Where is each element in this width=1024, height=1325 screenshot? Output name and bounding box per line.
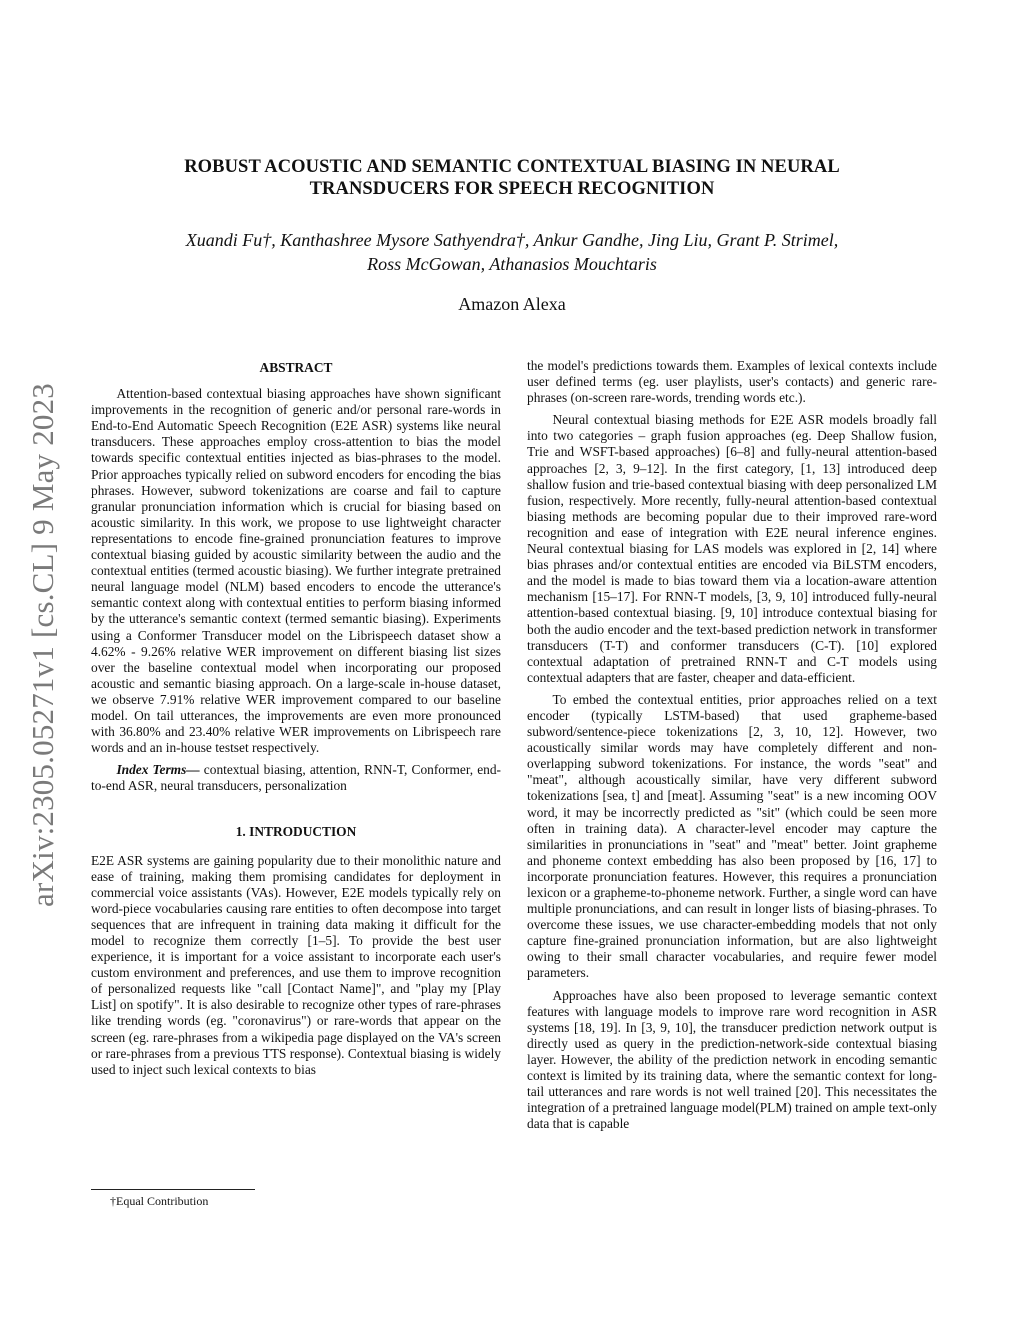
footnote-equal-contribution: †Equal Contribution [110, 1194, 209, 1208]
footnote-divider [91, 1189, 255, 1190]
abstract-heading: ABSTRACT [259, 360, 333, 375]
arxiv-identifier: arXiv:2305.05271v1 [cs.CL] 9 May 2023 [25, 382, 60, 908]
intro-paragraph-2: Neural contextual biasing methods for E2E ASR models broadly fall into two categories – graph fusion approaches (eg. Deep Shallow fusion, Trie and WSFT-based approaches) [6–8] and fully-neural attention-based approaches [2, 3, 9–12]. In the first category, [1, 13] introduced deep shallow fusion and trie-based contextual biasing with deep personalized LM fusion, respectively. More recently, fully-neural attention-based contextual biasing methods are becoming popular due to their improved rare-word recognition and ease of integration with E2E neural inference engines. Neural contextual biasing for LAS models was explored in [2, 14] where bias phrases and/or contextual entities are encoded via BiLSTM encoders, and the model is made to bias toward them via a location-aware attention mechanism [15–17]. For RNN-T models, [3, 9, 10] introduced fully-neural attention-based contextual biasing. [9, 10] introduce contextual biasing for both the audio encoder and the text-based prediction network in transformer transducers (T-T) and conformer transducers (C-T). [10] explored contextual adaptation of pretrained RNN-T and C-T models using contextual adapters that are faster, cheaper and data-efficient. [527, 412, 937, 685]
index-terms [91, 762, 501, 794]
index-terms-text: contextual biasing, attention, RNN-T, Conformer, end-to-end ASR, neural transducers, personalization [91, 762, 501, 794]
paper-title [110, 156, 914, 200]
affiliation: Amazon Alexa [458, 294, 566, 314]
left-column [91, 356, 501, 1084]
intro-paragraph-1-continued: the model's predictions towards them. Examples of lexical contexts include user defined terms (eg. user playlists, user's contacts) and generic rare-phrases (on-screen rare-words, trending words etc.). [527, 358, 937, 406]
authors-line-2: Ross McGowan, Athanasios Mouchtaris [367, 254, 657, 274]
authors-line-1: Xuandi Fu†, Kanthashree Mysore Sathyendra†, Ankur Gandhe, Jing Liu, Grant P. Strimel, [185, 230, 839, 250]
right-column [527, 358, 937, 1138]
intro-paragraph-3: To embed the contextual entities, prior approaches relied on a text encoder (typically LSTM-based) that used grapheme-based subword/sentence-piece tokenizations [2, 3, 10, 12]. However, two acoustically similar words may have completely different and non-overlapping subword tokenizations. For instance, the words "seat" and "meat", although acoustically similar, have very different subword tokenizations [sea, t] and [meat]. Assuming "seat" is a new incoming OOV word, it may be incorrectly predicted as "sit" (which could be seen more often in training data). A character-level encoder may capture the similarities in pronunciations in "seat" and "meat" better. Joint grapheme and phoneme context embedding has also been proposed by [16, 17] to incorporate pronunciation features. However, this requires a pronunciation lexicon or a grapheme-to-phoneme network. Further, a single word can have multiple pronunciations, and can result in longer lists of biasing-phrases. To overcome these issues, we use character-embedding models that not only capture fine-grained pronunciation information, but are also lightweight owing to their small character vocabularies, and require fewer model parameters. [527, 691, 937, 981]
index-terms-label: Index Terms— [116, 762, 200, 778]
introduction-heading: 1. INTRODUCTION [235, 824, 357, 840]
intro-paragraph-1: E2E ASR systems are gaining popularity due to their monolithic nature and ease of training, making them promising candidates for deployment in commercial voice assistants (VAs). However, E2E models typically rely on word-piece vocabularies causing rare entities to often decompose into target sequences that are infrequent in training data making it difficult for the model to recognize them correctly [1–5]. To provide the best user experience, it is important for a voice assistant to incorporate each user's custom environment and preferences, and use them to improve recognition of personalized requests like "call [Contact Name]", and "play my [Play List] on spotify". It is also desirable to recognize other types of rare-phrases like trending words (eg. "coronavirus") or rare-words that appear on the screen (eg. rare-phrases from a wikipedia page displayed on the VA's screen or rare-phrases from a previous TTS response). Contextual biasing is widely used to inject such lexical contexts to bias [91, 852, 501, 1077]
abstract-text: Attention-based contextual biasing approaches have shown significant improvements in the recognition of generic and/or personal rare-words in End-to-End Automatic Speech Recognition (E2E ASR) systems like neural transducers. These approaches employ cross-attention to bias the model towards specific contextual entities injected as bias-phrases to the model. Prior approaches typically relied on subword encoders for encoding the bias phrases. However, subword tokenizations are coarse and fail to capture granular pronunciation information which is crucial for biasing based on acoustic similarity. In this work, we propose to use lightweight character representations to encode fine-grained pronunciation features to improve contextual biasing guided by acoustic similarity between the audio and the contextual entities (termed acoustic biasing). We further integrate pretrained neural language model (NLM) based encoders to encode the utterance's semantic context along with contextual entities to perform biasing informed by the utterance's semantic context (termed semantic biasing). Experiments using a Conformer Transducer model on the Librispeech dataset show a 4.62% - 9.26% relative WER improvement on different biasing list sizes over the baseline contextual model when incorporating our proposed acoustic and semantic biasing approach. On a large-scale in-house dataset, we observe 7.91% relative WER improvement compared to our baseline model. On tail utterances, the improvements are even more pronounced with 36.80% and 23.40% relative WER improvements on Librispeech rare words and an in-house testset respectively. [91, 386, 501, 756]
title-line-2: TRANSDUCERS FOR SPEECH RECOGNITION [309, 179, 715, 199]
author-list [110, 228, 914, 276]
title-line-1: ROBUST ACOUSTIC AND SEMANTIC CONTEXTUAL BIASING IN NEURAL [184, 157, 840, 177]
intro-paragraph-4: Approaches have also been proposed to leverage semantic context features with language models to improve rare word recognition in ASR systems [18, 19]. In [3, 9, 10], the transducer prediction network output is directly used as query in the prediction-network-side contextual biasing layer. However, the ability of the prediction network in encoding semantic context is limited by its training data, where the semantic context for long-tail utterances and rare words is not well trained [20]. This necessitates the integration of a pretrained language model(PLM) trained on ample text-only data that is capable [527, 987, 937, 1132]
